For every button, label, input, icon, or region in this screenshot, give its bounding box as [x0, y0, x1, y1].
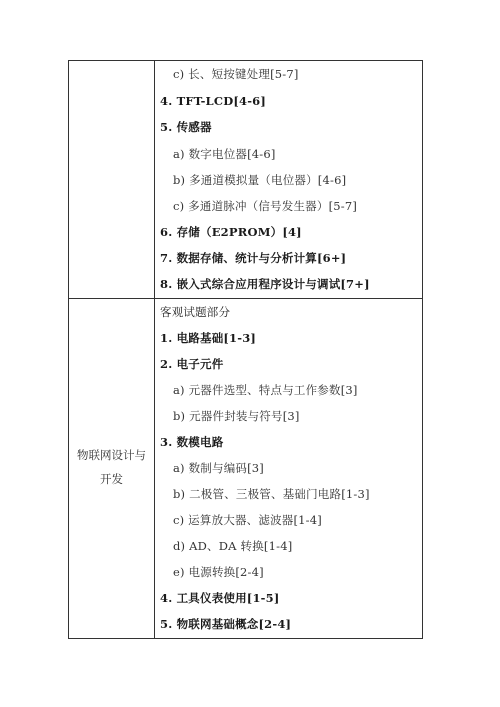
topic-line: 2. 电子元件: [160, 357, 224, 371]
topic-line: 4. 工具仪表使用[1-5]: [160, 591, 280, 605]
topic-line: a) 元器件选型、特点与工作参数[3]: [173, 383, 358, 397]
topic-line: 5. 传感器: [160, 120, 212, 134]
category-label: 物联网设计与: [77, 448, 146, 462]
row-divider: [69, 298, 422, 299]
topic-line: a) 数字电位器[4-6]: [173, 147, 276, 161]
topic-line: b) 二极管、三极管、基础门电路[1-3]: [173, 487, 370, 501]
topic-line: 4. TFT-LCD[4-6]: [160, 94, 267, 108]
topic-line: a) 数制与编码[3]: [173, 461, 264, 475]
topic-line: d) AD、DA 转换[1-4]: [173, 539, 293, 553]
topic-line: e) 电源转换[2-4]: [173, 565, 264, 579]
topic-line: c) 多通道脉冲（信号发生器）[5-7]: [173, 199, 358, 213]
topic-line: 7. 数据存储、统计与分析计算[6+]: [160, 251, 347, 265]
topic-line: b) 元器件封装与符号[3]: [173, 409, 300, 423]
topic-line: 1. 电路基础[1-3]: [160, 331, 257, 345]
column-divider: [154, 61, 155, 638]
topic-line: 5. 物联网基础概念[2-4]: [160, 617, 292, 631]
topic-line: b) 多通道模拟量（电位器）[4-6]: [173, 173, 347, 187]
topic-line: c) 长、短按键处理[5-7]: [173, 67, 299, 81]
topic-line: c) 运算放大器、滤波器[1-4]: [173, 513, 322, 527]
topic-line: 3. 数模电路: [160, 435, 224, 449]
curriculum-table: [68, 60, 423, 639]
section-heading: 客观试题部分: [160, 305, 231, 319]
topic-line: 6. 存储（E2PROM）[4]: [160, 225, 302, 239]
category-label: 开发: [100, 472, 123, 486]
topic-line: 8. 嵌入式综合应用程序设计与调试[7+]: [160, 277, 370, 291]
